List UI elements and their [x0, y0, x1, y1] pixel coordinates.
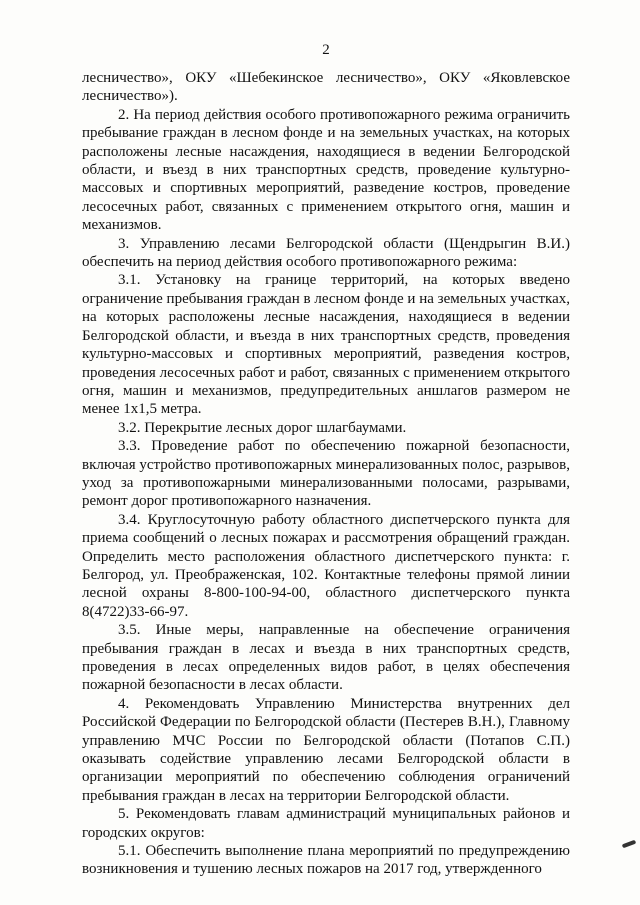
paragraph-item-3-1: 3.1. Установку на границе территорий, на которых введено ограничение пребывания граждан в лесном фонде и на земельных участках, на которых расположены лесные насаждения, находящиеся в ведении Белгородской области, и въезда в них транспортных средств, проведения культурно-массовых и спортивных мероприятий, разведения костров, проведения лесосечных работ и работ, связанных с применением открытого огня, машин и механизмов, предупредительных аншлагов размером не менее 1х1,5 метра.: [82, 272, 570, 418]
page-number: 2: [322, 42, 330, 58]
paragraph-item-5: 5. Рекомендовать главам администраций муниципальных районов и городских округов:: [82, 806, 570, 841]
paragraph-item-5-1: 5.1. Обеспечить выполнение плана мероприятий по предупреждению возникновения и тушению лесных пожаров на 2017 год, утвержденного: [82, 843, 570, 878]
paragraph-item-3-2: 3.2. Перекрытие лесных дорог шлагбаумами.: [118, 419, 407, 436]
paragraph-continuation: лесничество», ОКУ «Шебекинское лесничество», ОКУ «Яковлевское лесничество»).: [82, 70, 570, 105]
paragraph-item-4: 4. Рекомендовать Управлению Министерства внутренних дел Российской Федерации по Белгородской области (Пестерев В.Н.), Главному управлению МЧС России по Белгородской области (Потапов С.П.) оказывать содействие управлению лесами Белгородской области в организации мероприятий по обеспечению соблюдения ограничений пребывания граждан в лесах на территории Белгородской области.: [82, 695, 570, 804]
paragraph-item-3-3: 3.3. Проведение работ по обеспечению пожарной безопасности, включая устройство противопожарных минерализованных полос, разрывов, уход за противопожарными минерализованными полосами, разрывами, ремонт дорог противопожарного назначения.: [82, 438, 570, 510]
paragraph-item-3-4: 3.4. Круглосуточную работу областного диспетчерского пункта для приема сообщений о лесных пожарах и рассмотрения обращений граждан. Определить место расположения областного диспетчерского пункта: г. Белгород, ул. Преображенская, 102. Контактные телефоны прямой линии лесной охраны 8-800-100-94-00, областного диспетчерского пункта 8(4722)33-66-97.: [82, 511, 570, 620]
paragraph-item-3-5: 3.5. Иные меры, направленные на обеспечение ограничения пребывания граждан в лесах и въезда в них транспортных средств, проведения в лесах определенных видов работ, в целях обеспечения пожарной безопасности в лесах области.: [82, 622, 570, 694]
paragraph-item-3: 3. Управлению лесами Белгородской области (Щендрыгин В.И.) обеспечить на период действия особого противопожарного режима:: [82, 235, 570, 271]
scan-mark: [622, 840, 637, 849]
paragraph-item-2: 2. На период действия особого противопожарного режима ограничить пребывание граждан в лесном фонде и на земельных участках, на которых расположены лесные насаждения, находящиеся в ведении Белгородской области, и въезд в них транспортных средств, проведение культурно-массовых и спортивных мероприятий, разведение костров, проведение лесосечных работ, связанных с применением открытого огня, машин и механизмов.: [82, 106, 570, 234]
